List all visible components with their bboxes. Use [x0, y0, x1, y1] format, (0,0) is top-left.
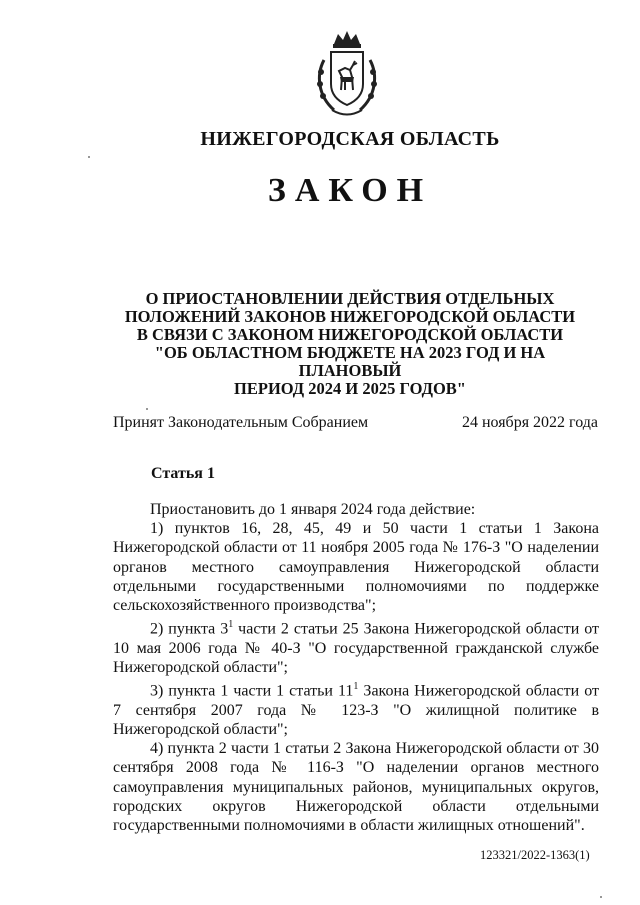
article-item: 2) пункта $3^1$ части 2 статьи 25 Закона Нижегородской области от 10 мая 2006 года № 40-З "О государственной гражданской службе Нижегородской области";	[113, 619, 600, 676]
scan-speck	[146, 408, 148, 410]
document-type-title: ЗАКОН	[267, 172, 433, 209]
law-name-line: ПОЛОЖЕНИЙ ЗАКОНОВ НИЖЕГОРОДСКОЙ ОБЛАСТИ	[124, 307, 576, 326]
coat-of-arms-emblem	[312, 30, 382, 116]
article-title: Статья 1	[151, 465, 215, 482]
article-item: 4) пункта 2 части 1 статьи 2 Закона Нижегородской области от 30 сентября 2008 года № 116-З "О наделении органов местного самоуправления муниципальных районов, муниципальных округов, городских округов Нижегородской области отдельными государственными полномочиями в области жилищных отношений".	[113, 740, 599, 834]
scan-speck	[600, 896, 602, 898]
scan-speck	[88, 156, 90, 158]
superscript: 1	[228, 619, 234, 631]
law-name-line: В СВЯЗИ С ЗАКОНОМ НИЖЕГОРОДСКОЙ ОБЛАСТИ	[136, 325, 564, 344]
document-number: 123321/2022-1363(1)	[480, 848, 590, 862]
article-intro: Приостановить до 1 января 2024 года действие:	[150, 501, 476, 518]
law-name-line: ПЕРИОД 2024 И 2025 ГОДОВ"	[234, 379, 466, 398]
law-name-line: О ПРИОСТАНОВЛЕНИИ ДЕЙСТВИЯ ОТДЕЛЬНЫХ	[145, 289, 555, 308]
law-name-line: "ОБ ОБЛАСТНОМ БЮДЖЕТЕ НА 2023 ГОД И НА ПЛАНОВЫЙ	[154, 343, 546, 380]
article-body	[113, 500, 599, 835]
adopted-by: Принят Законодательным Собранием	[113, 414, 369, 431]
article-item: 3) пункта 1 части 1 статьи $11^1$ Закона Нижегородской области от 7 сентября 2007 года № 123-З "О жилищной политике в Нижегородской области";	[113, 681, 600, 738]
article-item: 1) пунктов 16, 28, 45, 49 и 50 части 1 статьи 1 Закона Нижегородской области от 11 ноября 2005 года № 176-З "О наделении органов местного самоуправления Нижегородской области отдельными государственными полномочиями по поддержке сельскохозяйственного производства";	[113, 520, 599, 615]
adoption-date: 24 ноября 2022 года	[461, 414, 598, 431]
superscript: 1	[353, 681, 359, 693]
region-title: НИЖЕГОРОДСКАЯ ОБЛАСТЬ	[200, 128, 500, 150]
adoption-info	[113, 414, 598, 432]
law-name	[110, 290, 590, 398]
